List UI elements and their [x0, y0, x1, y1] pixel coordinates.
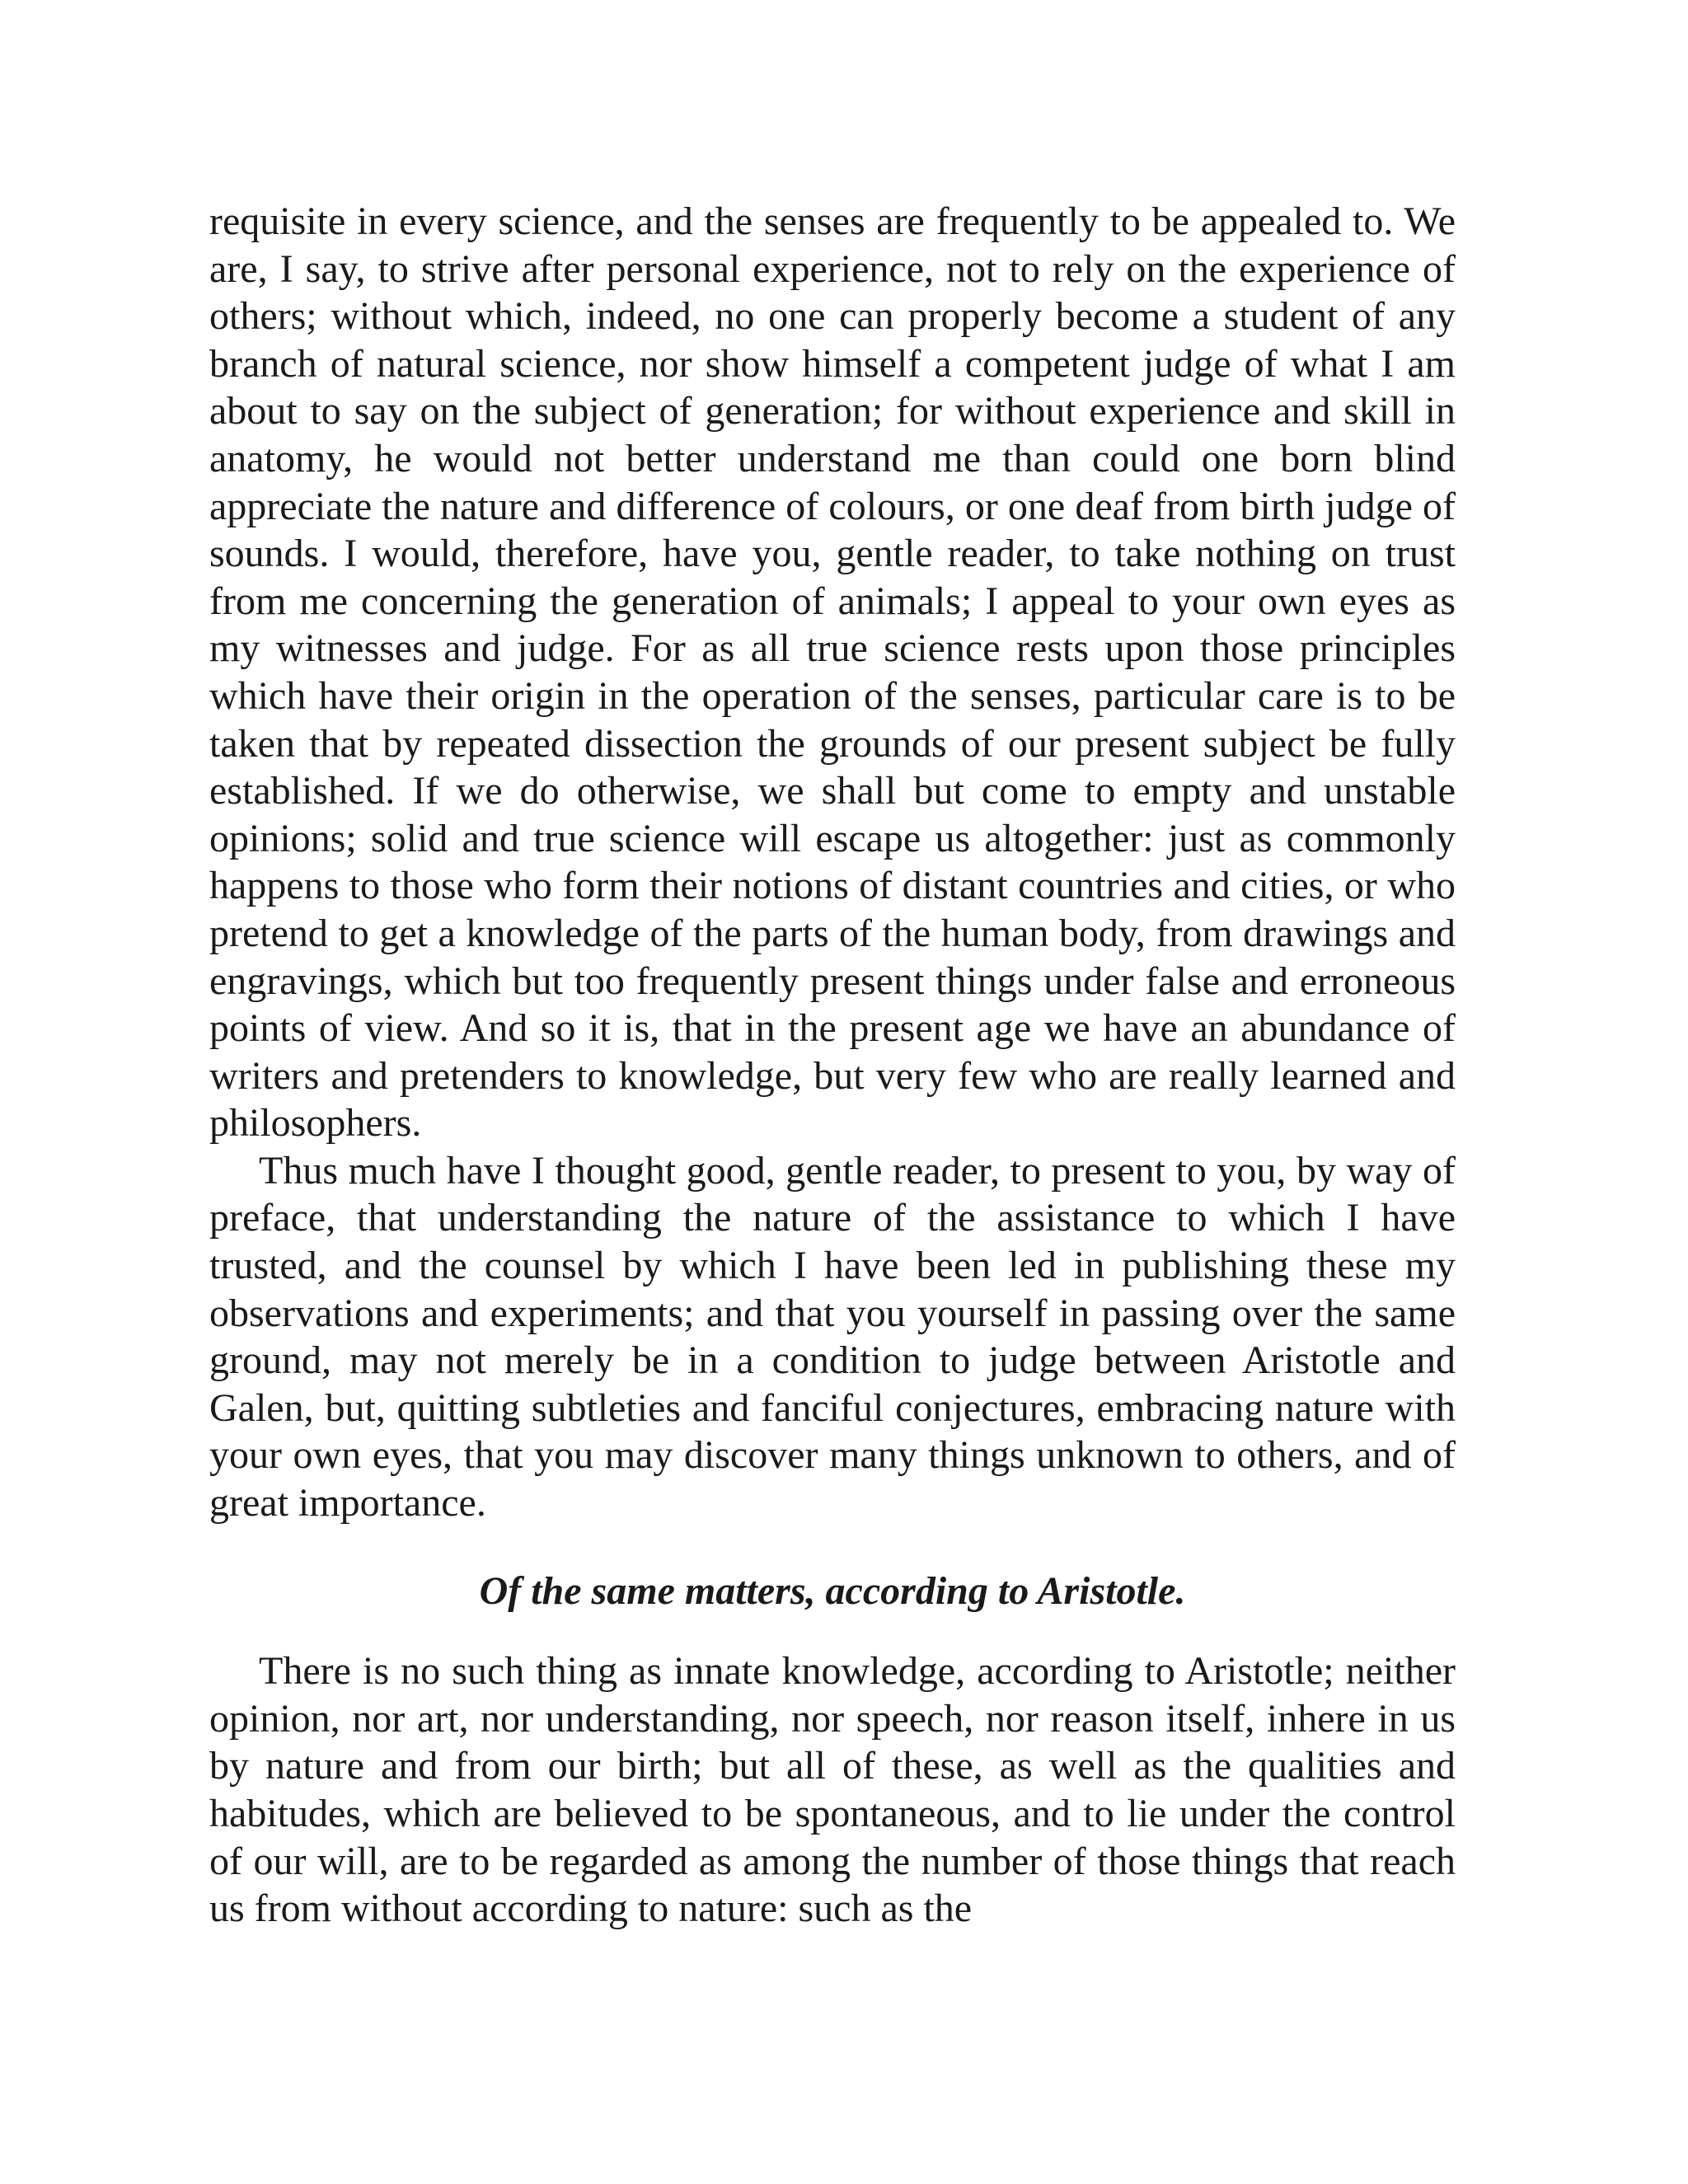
document-page	[209, 198, 1456, 1933]
body-paragraph-continued: requisite in every science, and the senses are frequently to be appealed to. We are, I say, to strive after personal experience, not to rely on the experience of others; without which, indeed, no one can properly become a student of any branch of natural science, nor show himself a competent judge of what I am about to say on the subject of generation; for without experience and skill in anatomy, he would not better understand me than could one born blind appreciate the nature and difference of colours, or one deaf from birth judge of sounds. I would, therefore, have you, gentle reader, to take nothing on trust from me concerning the generation of animals; I appeal to your own eyes as my witnesses and judge. For as all true science rests upon those principles which have their origin in the operation of the senses, particular care is to be taken that by repeated dissection the grounds of our present subject be fully established. If we do otherwise, we shall but come to empty and unstable opinions; solid and true science will escape us altogether: just as commonly happens to those who form their notions of distant countries and cities, or who pretend to get a knowledge of the parts of the human body, from drawings and engravings, which but too frequently present things under false and erroneous points of view. And so it is, that in the present age we have an abundance of writers and pretenders to knowledge, but very few who are really learned and philosophers.	[209, 199, 1456, 1146]
section-heading: Of the same matters, according to Aristotle.	[479, 1568, 1186, 1613]
body-paragraph-preface: Thus much have I thought good, gentle reader, to present to you, by way of preface, that understanding the nature of the assistance to which I have trusted, and the counsel by which I have been led in publishing these my observations and experiments; and that you yourself in passing over the same ground, may not merely be in a condition to judge between Aristotle and Galen, but, quitting subtleties and fanciful conjectures, embracing nature with your own eyes, that you may discover many things unknown to others, and of great importance.	[209, 1148, 1456, 1526]
body-paragraph-aristotle: There is no such thing as innate knowledge, according to Aristotle; neither opinion, nor art, nor understanding, nor speech, nor reason itself, inhere in us by nature and from our birth; but all of these, as well as the qualities and habitudes, which are believed to be spontaneous, and to lie under the control of our will, are to be regarded as among the number of those things that reach us from without according to nature: such as the	[209, 1649, 1456, 1931]
